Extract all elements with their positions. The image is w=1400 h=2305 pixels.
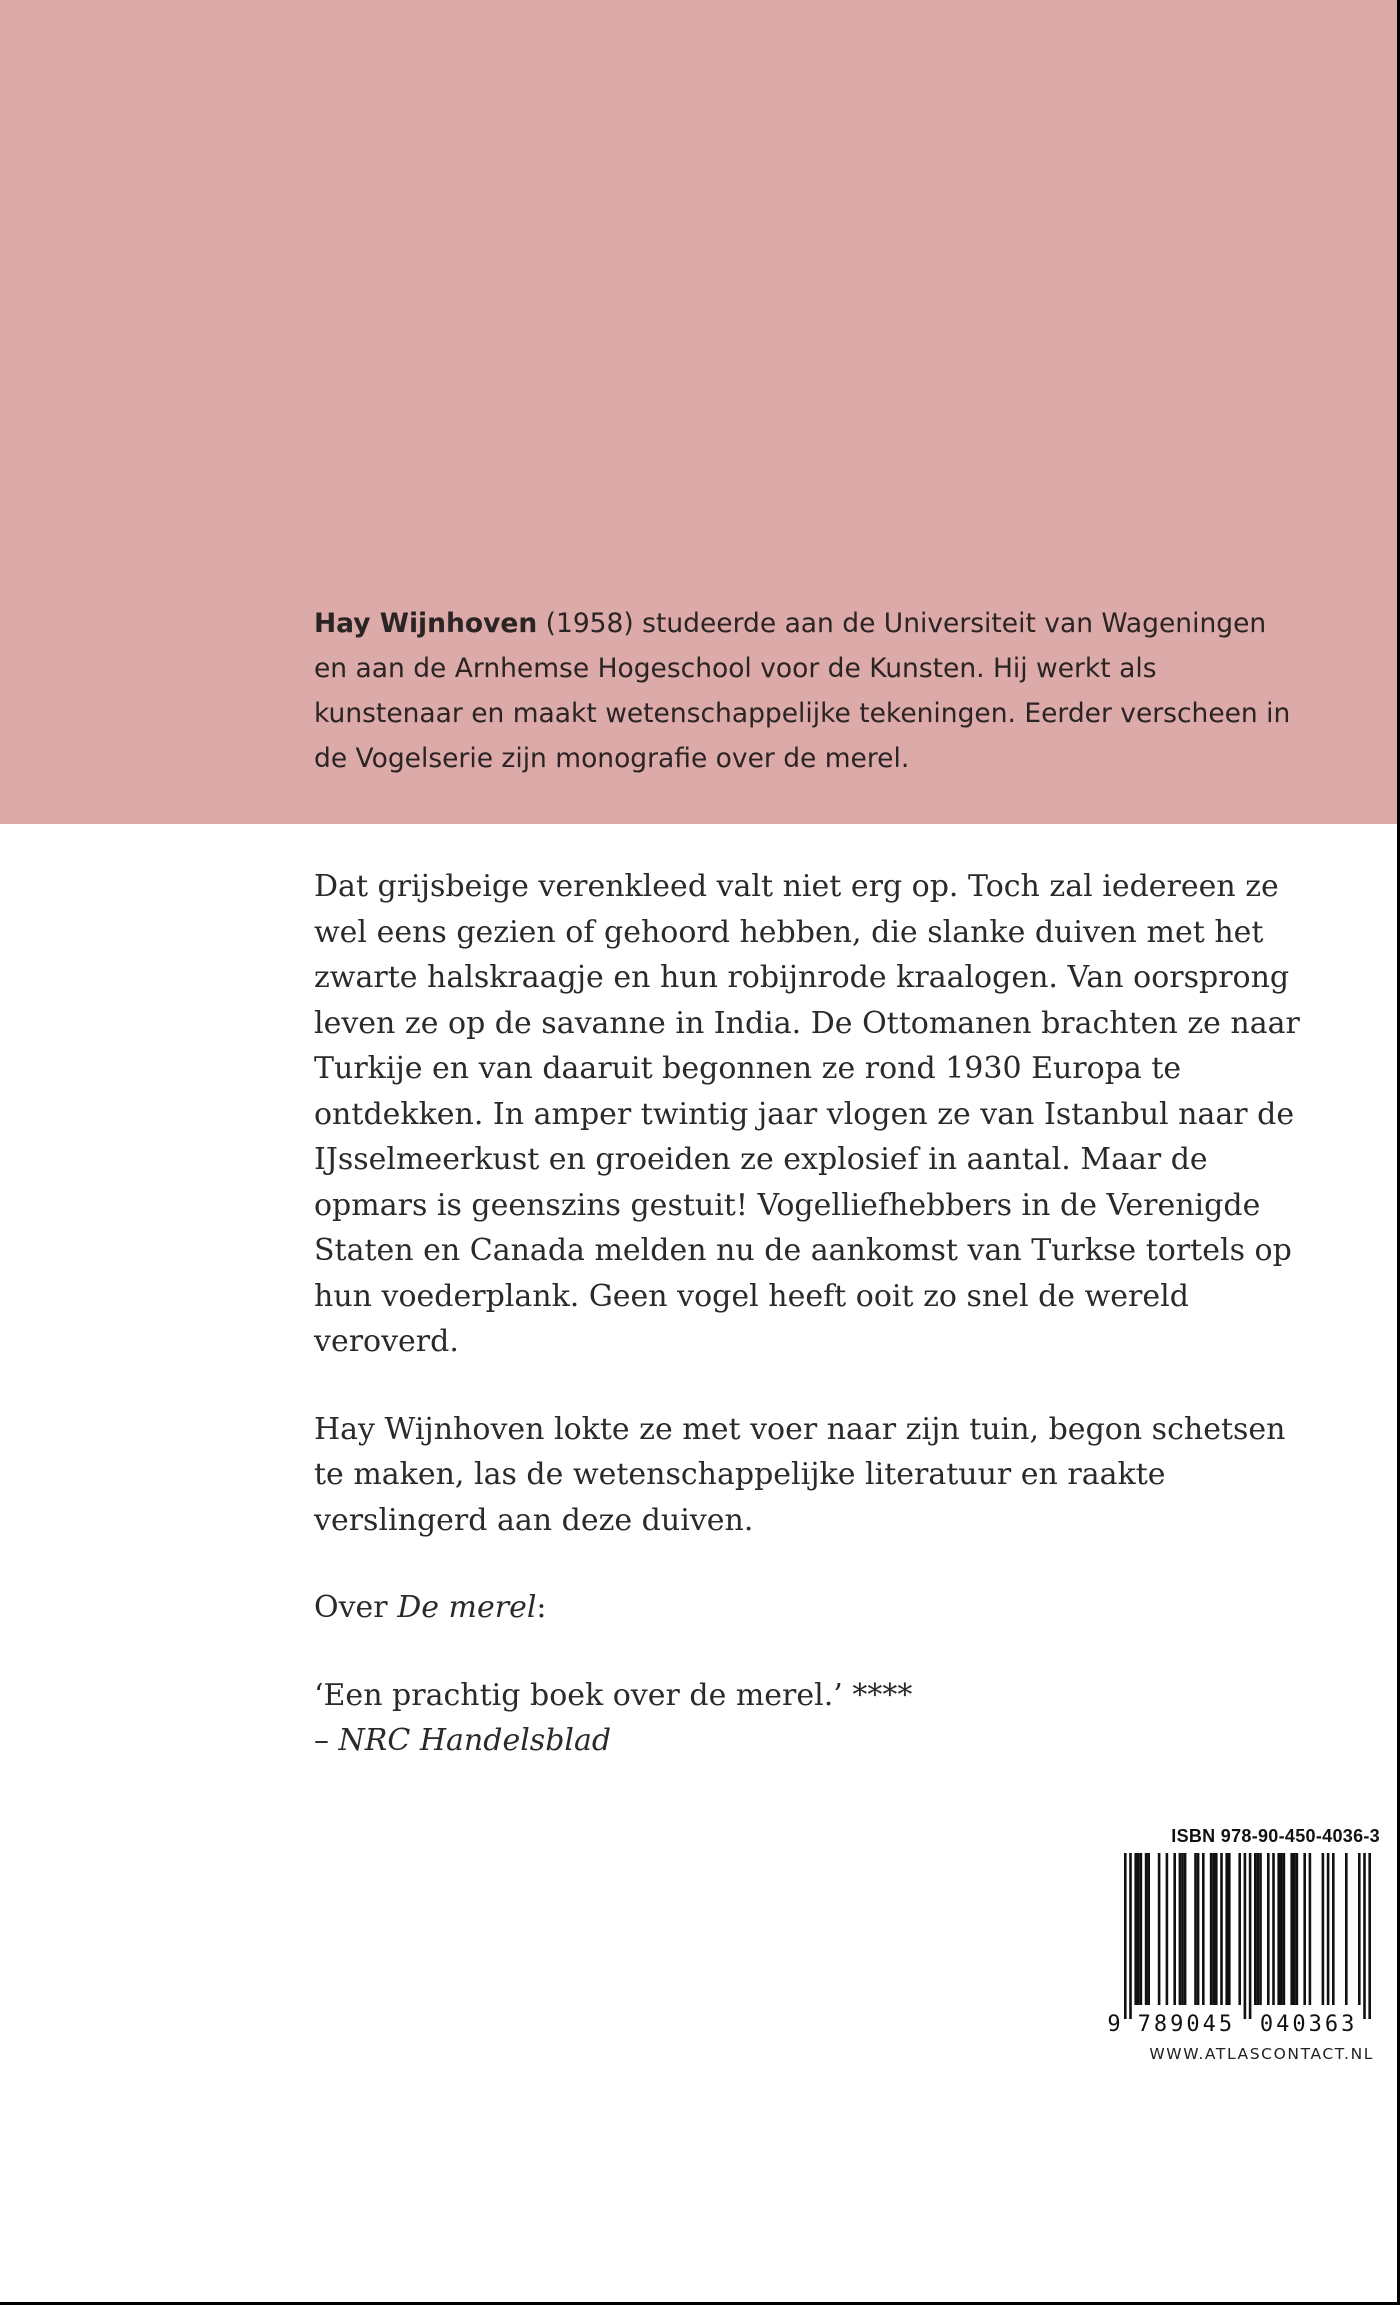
- barcode-bar: [1220, 1853, 1223, 2005]
- barcode-bar: [1267, 1853, 1270, 2005]
- barcode-bar: [1228, 1853, 1231, 2005]
- barcode-left-digits: 789045: [1137, 2012, 1236, 2037]
- barcode-bar: [1327, 1853, 1330, 2005]
- barcode-first-digit: 9: [1107, 2012, 1121, 2037]
- barcode-bar: [1303, 1853, 1306, 2005]
- publisher-website: WWW.ATLASCONTACT.NL: [1149, 2045, 1374, 2063]
- quote-dash: –: [314, 1723, 339, 1758]
- quote-attribution: [314, 1718, 1324, 1764]
- about-suffix: :: [536, 1590, 547, 1625]
- barcode-bar: [1184, 1853, 1187, 2005]
- isbn-label: ISBN 978-90-450-4036-3: [1171, 1826, 1380, 1846]
- blurb-paragraph-1: Dat grijsbeige verenkleed valt niet erg op. Toch zal iedereen ze wel eens gezien of gehoord hebben, die slanke duiven met het zwarte halskraagje en hun robijnrode kraalogen. Van oorsprong leven ze op de savanne in India. De Ottomanen brachten ze naar Turkije en van daaruit begonnen ze rond 1930 Europa te ontdekken. In amper twintig jaar vlogen ze van Istanbul naar de IJsselmeerkust en groeiden ze explosief in aantal. Maar de opmars is geenszins gestuit! Vogelliefhebbers in de Verenigde Staten en Canada melden nu de aankomst van Turkse tortels op hun voederplank. Geen vogel heeft ooit zo snel de wereld veroverd.: [314, 869, 1300, 1359]
- barcode-bar: [1293, 1853, 1296, 2005]
- barcode-bar: [1147, 1853, 1150, 2005]
- barcode-bar: [1140, 1853, 1143, 2005]
- barcode-bar: [1257, 1853, 1260, 2005]
- about-prefix: Over: [314, 1590, 398, 1625]
- blurb: [314, 864, 1324, 1764]
- review-quote: [314, 1673, 1324, 1764]
- barcode-bar: [1210, 1853, 1213, 2005]
- barcode-right-digits: 040363: [1259, 2012, 1358, 2037]
- barcode-bar: [1345, 1853, 1348, 2005]
- barcode-bar: [1173, 1853, 1176, 2005]
- barcode-bar: [1277, 1853, 1280, 2005]
- blurb-paragraph-2: Hay Wijnhoven lokte ze met voer naar zijn tuin, begon schetsen te maken, las de wetenschappelijke literatuur en raakte verslingerd aan deze duiven.: [314, 1411, 1286, 1538]
- barcode-bar: [1129, 1853, 1132, 2019]
- barcode-bar: [1225, 1853, 1228, 2005]
- barcode-bar: [1197, 1853, 1200, 2005]
- author-name: Hay Wijnhoven: [314, 608, 538, 639]
- barcode-bar: [1280, 1853, 1283, 2005]
- ean-barcode: [1100, 1853, 1380, 2039]
- barcode-bar: [1166, 1853, 1169, 2005]
- quote-text: ‘Een prachtig boek over de merel.’ ****: [314, 1677, 913, 1713]
- barcode-bar: [1296, 1853, 1299, 2005]
- barcode-bar: [1158, 1853, 1161, 2005]
- author-bio: [314, 601, 1304, 781]
- barcode-bar: [1290, 1853, 1293, 2005]
- barcode-bar: [1238, 1853, 1241, 2005]
- barcode-bar: [1202, 1853, 1205, 2005]
- barcode-bar: [1363, 1853, 1366, 2019]
- barcode-bar: [1309, 1853, 1312, 2005]
- barcode-bar: [1145, 1853, 1148, 2005]
- barcode-bar: [1254, 1853, 1257, 2005]
- barcode-bar: [1181, 1853, 1184, 2005]
- barcode-bar: [1283, 1853, 1286, 2005]
- barcode-block: [1100, 1826, 1380, 2039]
- barcode-bar: [1244, 1853, 1247, 2019]
- barcode-bar: [1212, 1853, 1215, 2005]
- barcode-bar: [1272, 1853, 1275, 2005]
- author-bio-text: (1958) studeerde aan de Universiteit van Wageningen en aan de Arnhemse Hogeschool voor de Kunsten. Hij werkt als kunstenaar en maakt wetenschappelijke tekeningen. Eerder verscheen in de Vogelserie zijn monografie over de merel.: [314, 608, 1291, 774]
- barcode-bar: [1215, 1853, 1218, 2005]
- about-line: [314, 1585, 1324, 1631]
- barcode-bar: [1134, 1853, 1137, 2005]
- barcode-bar: [1137, 1853, 1140, 2005]
- about-book-title: De merel: [397, 1590, 537, 1625]
- quote-source: NRC Handelsblad: [338, 1723, 612, 1758]
- barcode-bar: [1179, 1853, 1182, 2005]
- barcode-bar: [1358, 1853, 1361, 2005]
- barcode-bar: [1249, 1853, 1252, 2019]
- barcode-bar: [1124, 1853, 1127, 2019]
- barcode-bar: [1322, 1853, 1325, 2005]
- barcode-bar: [1368, 1853, 1371, 2019]
- barcode-bar: [1259, 1853, 1262, 2005]
- barcode-bar: [1194, 1853, 1197, 2005]
- barcode-bar: [1332, 1853, 1335, 2005]
